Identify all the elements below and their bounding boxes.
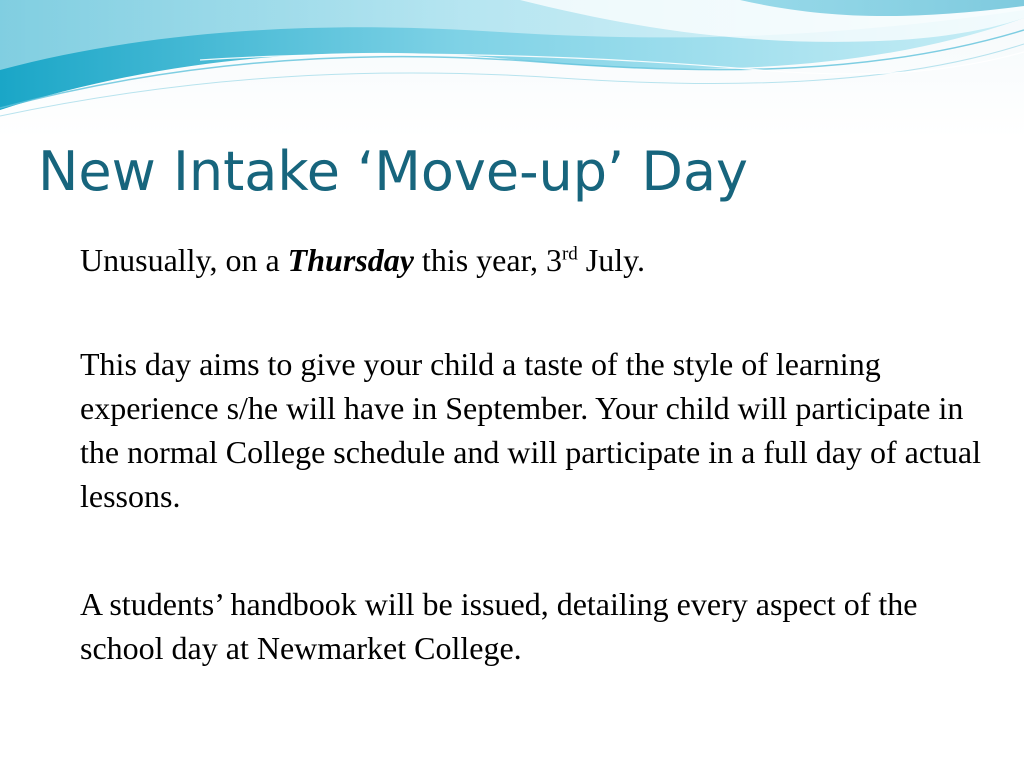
date-line-ordinal-suffix: rd [561, 243, 578, 265]
date-line [80, 238, 1000, 282]
decorative-wave-header [0, 0, 1024, 130]
date-line-intro: Unusually, on a [80, 242, 288, 278]
slide-title: New Intake ‘Move-up’ Day [38, 140, 749, 203]
date-line-middle: this year, 3 [413, 242, 562, 278]
date-line-month: July. [577, 242, 646, 278]
handbook-paragraph: A students’ handbook will be issued, detailing every aspect of the school day at Newmarket College. [80, 586, 918, 666]
date-line-weekday: Thursday [287, 242, 414, 278]
description-paragraph: This day aims to give your child a taste of the style of learning experience s/he will have in September. Your child will participate in the normal College schedule and will participate in a full day of actual lessons. [80, 346, 982, 514]
